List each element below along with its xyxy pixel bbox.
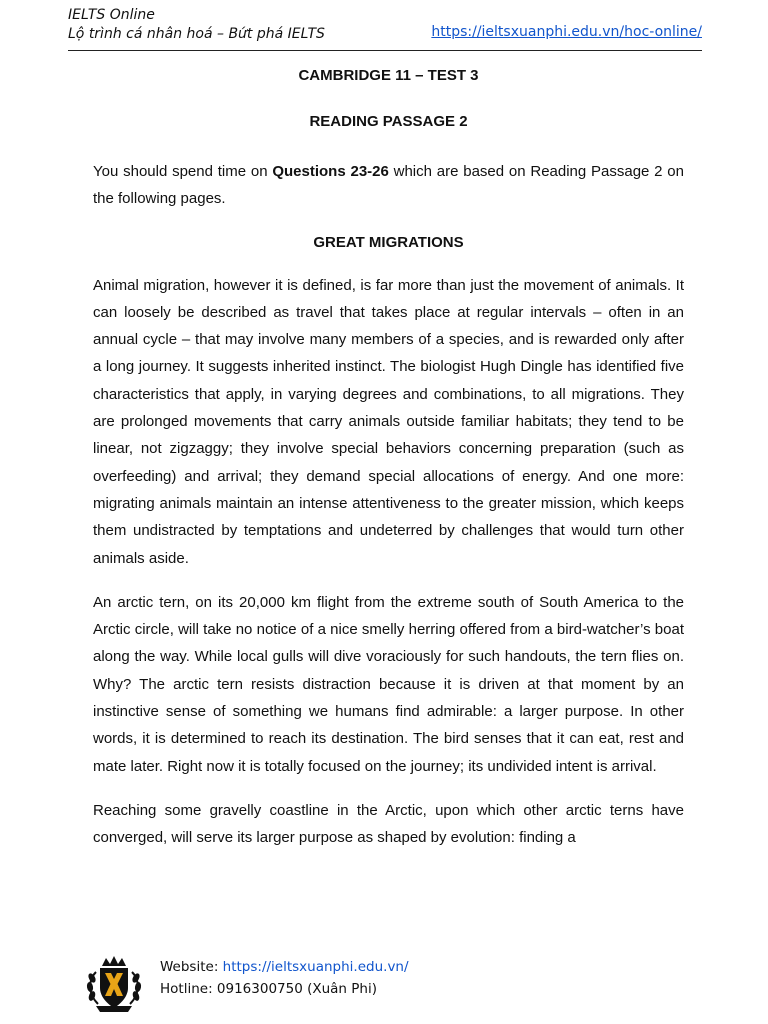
footer-contact [160, 956, 409, 1000]
website-label: Website: [160, 959, 223, 975]
passage-heading: READING PASSAGE 2 [309, 113, 468, 130]
footer-website-link[interactable]: https://ieltsxuanphi.edu.vn/ [222, 959, 409, 975]
paragraph-2: An arctic tern, on its 20,000 km flight from the extreme south of South America to the Arctic circle, will take no notice of a nice smelly herring offered from a bird-watcher’s boat along the way. While local gulls will dive voraciously for such handouts, the tern flies on. Why? The arctic tern resists distraction because it is driven at that moment by an instinctive sense of something we humans find admirable: a larger purpose. In other words, it is determined to reach its destination. The bird senses that it can eat, rest and mate later. Right now it is totally focused on the journey; its undivided intent is arrival. [93, 593, 684, 775]
header-divider [68, 50, 702, 51]
document-content [93, 66, 684, 852]
paragraph-1: Animal migration, however it is defined, is far more than just the movement of animals. It can loosely be described as travel that takes place at regular intervals – often in an annual cycle – that may involve many members of a species, and is rewarded only after a long journey. It suggests inherited instinct. The biologist Hugh Dingle has identified five characteristics that apply, in varying degrees and combinations, to all migrations. They are prolonged movements that carry animals outside familiar habitats; they tend to be linear, not zigzaggy; they involve special behaviors concerning preparation (such as overfeeding) and arrival; they demand special allocations of energy. And one more: migrating animals maintain an intense attentiveness to the greater mission, which keeps them undistracted by temptations and undeterred by challenges that would turn other animals aside. [93, 276, 684, 567]
header-course-link[interactable]: https://ieltsxuanphi.edu.vn/hoc-online/ [431, 24, 702, 40]
passage-title: GREAT MIGRATIONS [313, 233, 464, 251]
footer-website-line [160, 956, 409, 978]
x-crown-logo-icon [82, 954, 146, 1014]
page-footer [82, 950, 482, 1010]
header-brand: IELTS Online [68, 7, 155, 23]
test-title: CAMBRIDGE 11 – TEST 3 [298, 67, 479, 84]
page-header [68, 6, 702, 46]
instructions-questions: Questions 23-26 [272, 163, 389, 180]
paragraph-3: Reaching some gravelly coastline in the Arctic, upon which other arctic terns have converged, will serve its larger purpose as shaped by evolution: finding a [93, 801, 684, 847]
instructions-after: which are based on Reading Passage 2 on the following pages. [93, 163, 684, 208]
instructions [93, 158, 684, 213]
instructions-before: You should spend time on [93, 163, 273, 180]
footer-hotline: Hotline: 0916300750 (Xuân Phi) [160, 981, 377, 997]
header-tagline: Lộ trình cá nhân hoá – Bứt phá IELTS [68, 26, 325, 42]
